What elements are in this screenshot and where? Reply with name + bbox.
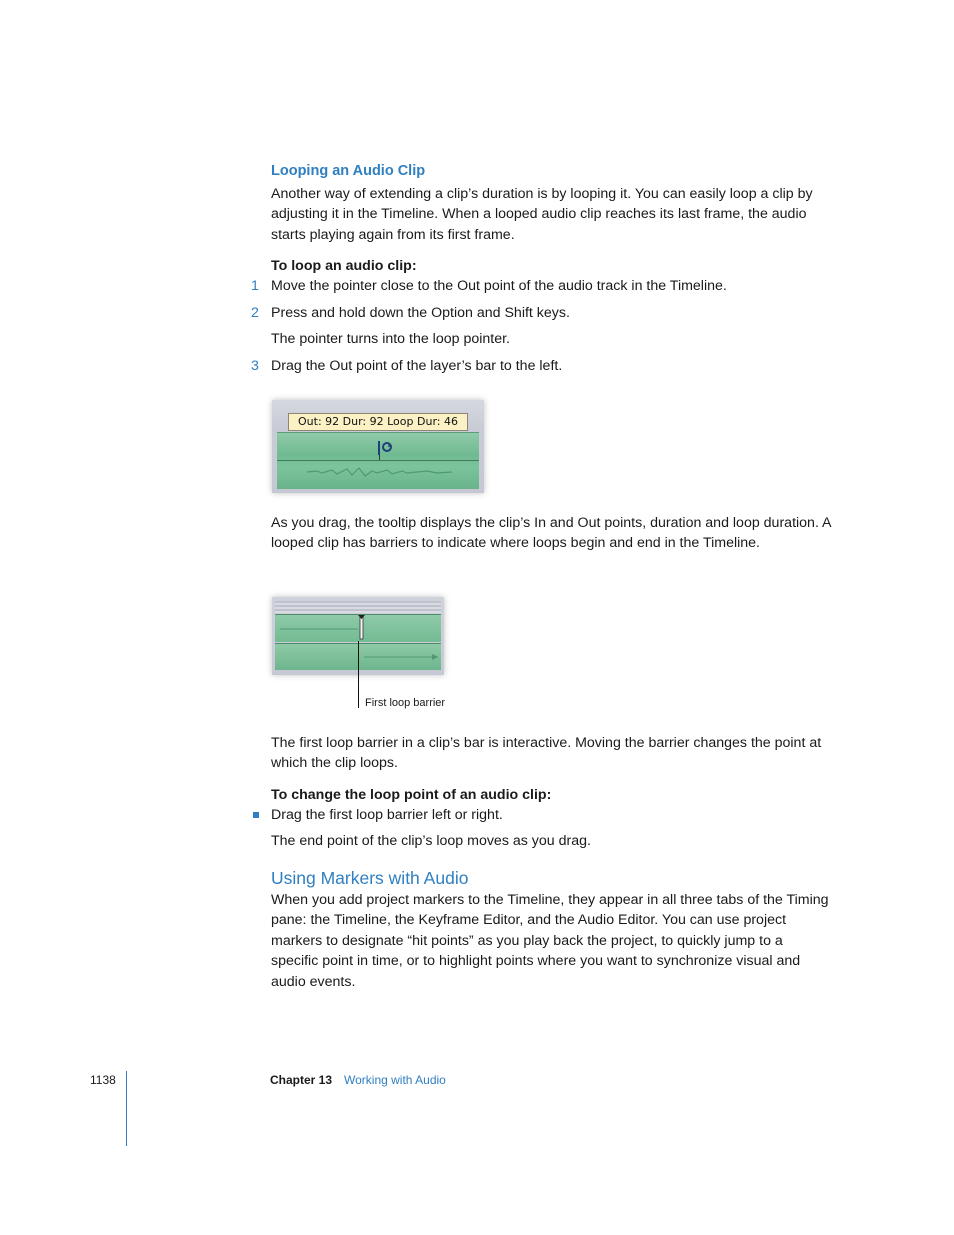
step-number-2: 2 bbox=[251, 305, 259, 321]
section-heading-looping: Looping an Audio Clip bbox=[271, 163, 426, 179]
step-text-2: Press and hold down the Option and Shift keys. bbox=[271, 305, 570, 321]
callout-leader-line bbox=[358, 641, 359, 708]
markers-body-paragraph: When you add project markers to the Timeline, they appear in all three tabs of the Timing pane: the Timeline, the Keyframe Editor, and the Audio Editor. You can use project markers to designate “hit points” as you play back the project, to quickly jump to a specific point in time, or to highlight points where you want to synchronize visual and audio events. bbox=[271, 892, 829, 990]
footer-rule bbox=[126, 1071, 127, 1146]
bullet-marker bbox=[253, 812, 259, 818]
page-number: 1138 bbox=[90, 1073, 116, 1087]
bullet-result: The end point of the clip’s loop moves as you drag. bbox=[271, 833, 591, 849]
track-divider bbox=[277, 460, 479, 461]
loop-pointer-icon bbox=[376, 440, 394, 460]
first-loop-barrier-callout: First loop barrier bbox=[365, 697, 446, 709]
loop-tooltip-figure bbox=[272, 400, 484, 493]
section-heading-markers: Using Markers with Audio bbox=[271, 868, 469, 888]
loop-duration-tooltip: Out: 92 Dur: 92 Loop Dur: 46 bbox=[288, 413, 468, 431]
step-number-3: 3 bbox=[251, 358, 259, 374]
step-2-result: The pointer turns into the loop pointer. bbox=[271, 331, 510, 347]
procedure-label-change-loop: To change the loop point of an audio clip: bbox=[271, 787, 552, 803]
footer-chapter-title: Working with Audio bbox=[344, 1073, 446, 1087]
step-text-3: Drag the Out point of the layer’s bar to the left. bbox=[271, 358, 563, 374]
looping-intro-paragraph: Another way of extending a clip’s duration is by looping it. You can easily loop a clip by adjusting it in the Timeline. When a looped audio clip reaches its last frame, the audio starts playing again from its first frame. bbox=[271, 186, 813, 243]
audio-waveform bbox=[277, 462, 479, 482]
footer-chapter: Chapter 13 bbox=[270, 1073, 333, 1087]
procedure-label-loop: To loop an audio clip: bbox=[271, 258, 417, 274]
step-number-1: 1 bbox=[251, 278, 259, 294]
bullet-text: Drag the first loop barrier left or right. bbox=[271, 807, 503, 823]
after-figure2-paragraph: The first loop barrier in a clip’s bar is interactive. Moving the barrier changes the point at which the clip loops. bbox=[271, 735, 822, 772]
step-text-1: Move the pointer close to the Out point of the audio track in the Timeline. bbox=[271, 278, 727, 294]
after-figure1-paragraph: As you drag, the tooltip displays the clip’s In and Out points, duration and loop duration. A looped clip has barriers to indicate where loops begin and end in the Timeline. bbox=[271, 515, 831, 552]
